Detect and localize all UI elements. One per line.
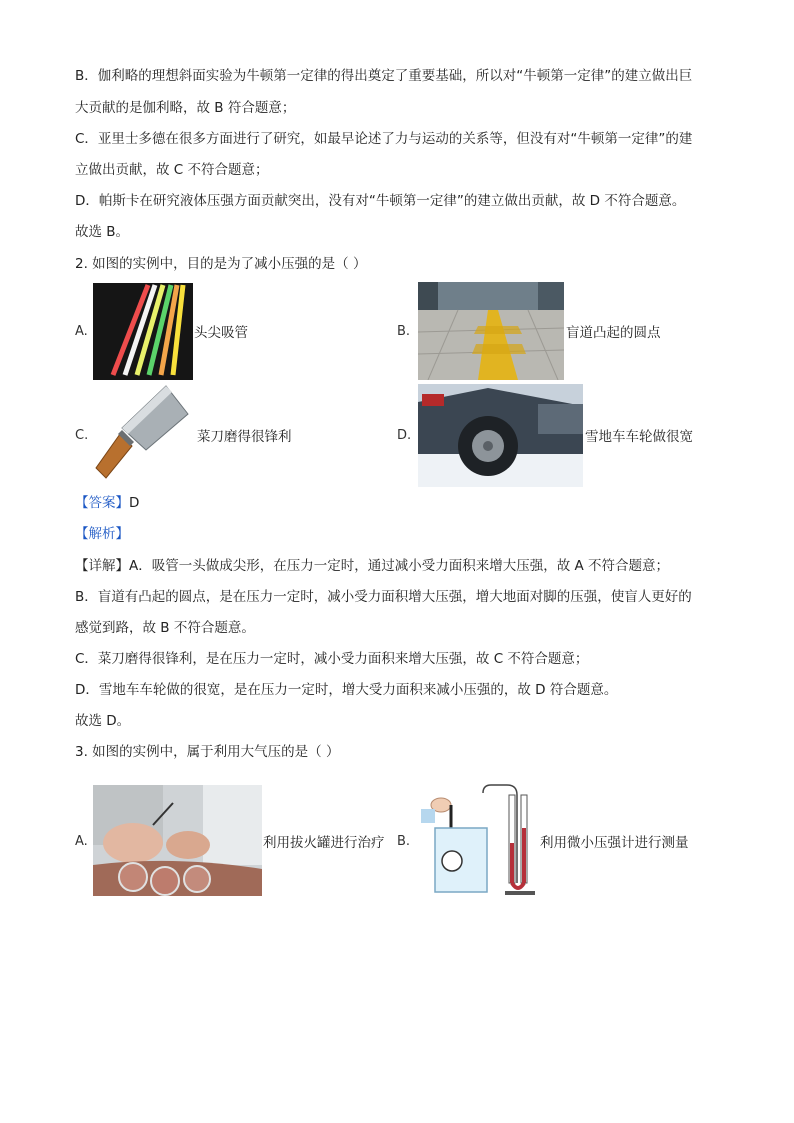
snow-car-wheel-image: [418, 384, 583, 487]
detail-tag: 【详解】: [75, 558, 129, 574]
prev-solution-line-c1: C．亚里士多德在很多方面进行了研究，如最早论述了力与运动的关系等，但没有对“牛顿第一定律”的建: [75, 131, 693, 147]
colored-straws-image: [93, 283, 193, 380]
answer-value: D: [129, 495, 140, 511]
q2-option-d-letter: D.: [397, 428, 412, 443]
q2-option-b-letter: B.: [397, 324, 411, 339]
q2-detail-b1: B．盲道有凸起的圆点，是在压力一定时，减小受力面积增大压强，增大地面对脚的压强，使盲人更好的: [75, 589, 692, 605]
prev-solution-line-d: D．帕斯卡在研究液体压强方面贡献突出，没有对“牛顿第一定律”的建立做出贡献，故 D 不符合题意。: [75, 193, 686, 209]
q2-detail-b2: 感觉到路，故 B 不符合题意。: [75, 620, 255, 636]
prev-solution-line-c2: 立做出贡献，故 C 不符合题意；: [75, 162, 269, 178]
q2-option-b-caption: 盲道凸起的圆点: [566, 325, 661, 341]
prev-solution-line-b2: 大贡献的是伽利略，故 B 符合题意；: [75, 100, 296, 116]
q2-detail-c: C．菜刀磨得很锋利，是在压力一定时，减小受力面积来增大压强，故 C 不符合题意；: [75, 651, 589, 667]
tactile-paving-image: [418, 282, 564, 380]
q2-option-d-caption: 雪地车车轮做很宽: [585, 429, 693, 445]
q2-detail-a-line: [75, 556, 669, 576]
question2-stem: 2. 如图的实例中，目的是为了减小压强的是（ ）: [75, 256, 367, 272]
q2-option-c-letter: C.: [75, 428, 89, 443]
q2-option-a-caption: 头尖吸管: [194, 325, 248, 341]
analysis-tag: 【解析】: [75, 526, 129, 542]
prev-solution-line-b1: B．伽利略的理想斜面实验为牛顿第一定律的得出奠定了重要基础，所以对“牛顿第一定律”的建立做出巨: [75, 68, 693, 84]
prev-solution-conclusion: 故选 B。: [75, 224, 130, 240]
cupping-therapy-image: [93, 785, 262, 896]
question3-stem: 3. 如图的实例中，属于利用大气压的是（ ）: [75, 744, 340, 760]
q3-option-b-letter: B.: [397, 834, 411, 849]
q2-conclusion: 故选 D。: [75, 713, 131, 729]
q2-answer: [75, 493, 139, 513]
q3-option-b-caption: 利用微小压强计进行测量: [540, 835, 689, 851]
q3-option-a-caption: 利用拔火罐进行治疗: [263, 835, 385, 851]
answer-tag: 【答案】: [75, 495, 129, 511]
q2-analysis-tag: [75, 524, 129, 544]
pressure-gauge-image: [421, 783, 539, 898]
q2-detail-d: D．雪地车车轮做的很宽，是在压力一定时，增大受力面积来减小压强的，故 D 符合题意。: [75, 682, 618, 698]
detail-a: A．吸管一头做成尖形，在压力一定时，通过减小受力面积来增大压强，故 A 不符合题意；: [129, 558, 670, 574]
q2-option-a-letter: A.: [75, 324, 88, 339]
q3-option-a-letter: A.: [75, 834, 88, 849]
q2-option-c-caption: 菜刀磨得很锋利: [197, 429, 292, 445]
cleaver-knife-image: [92, 384, 192, 485]
